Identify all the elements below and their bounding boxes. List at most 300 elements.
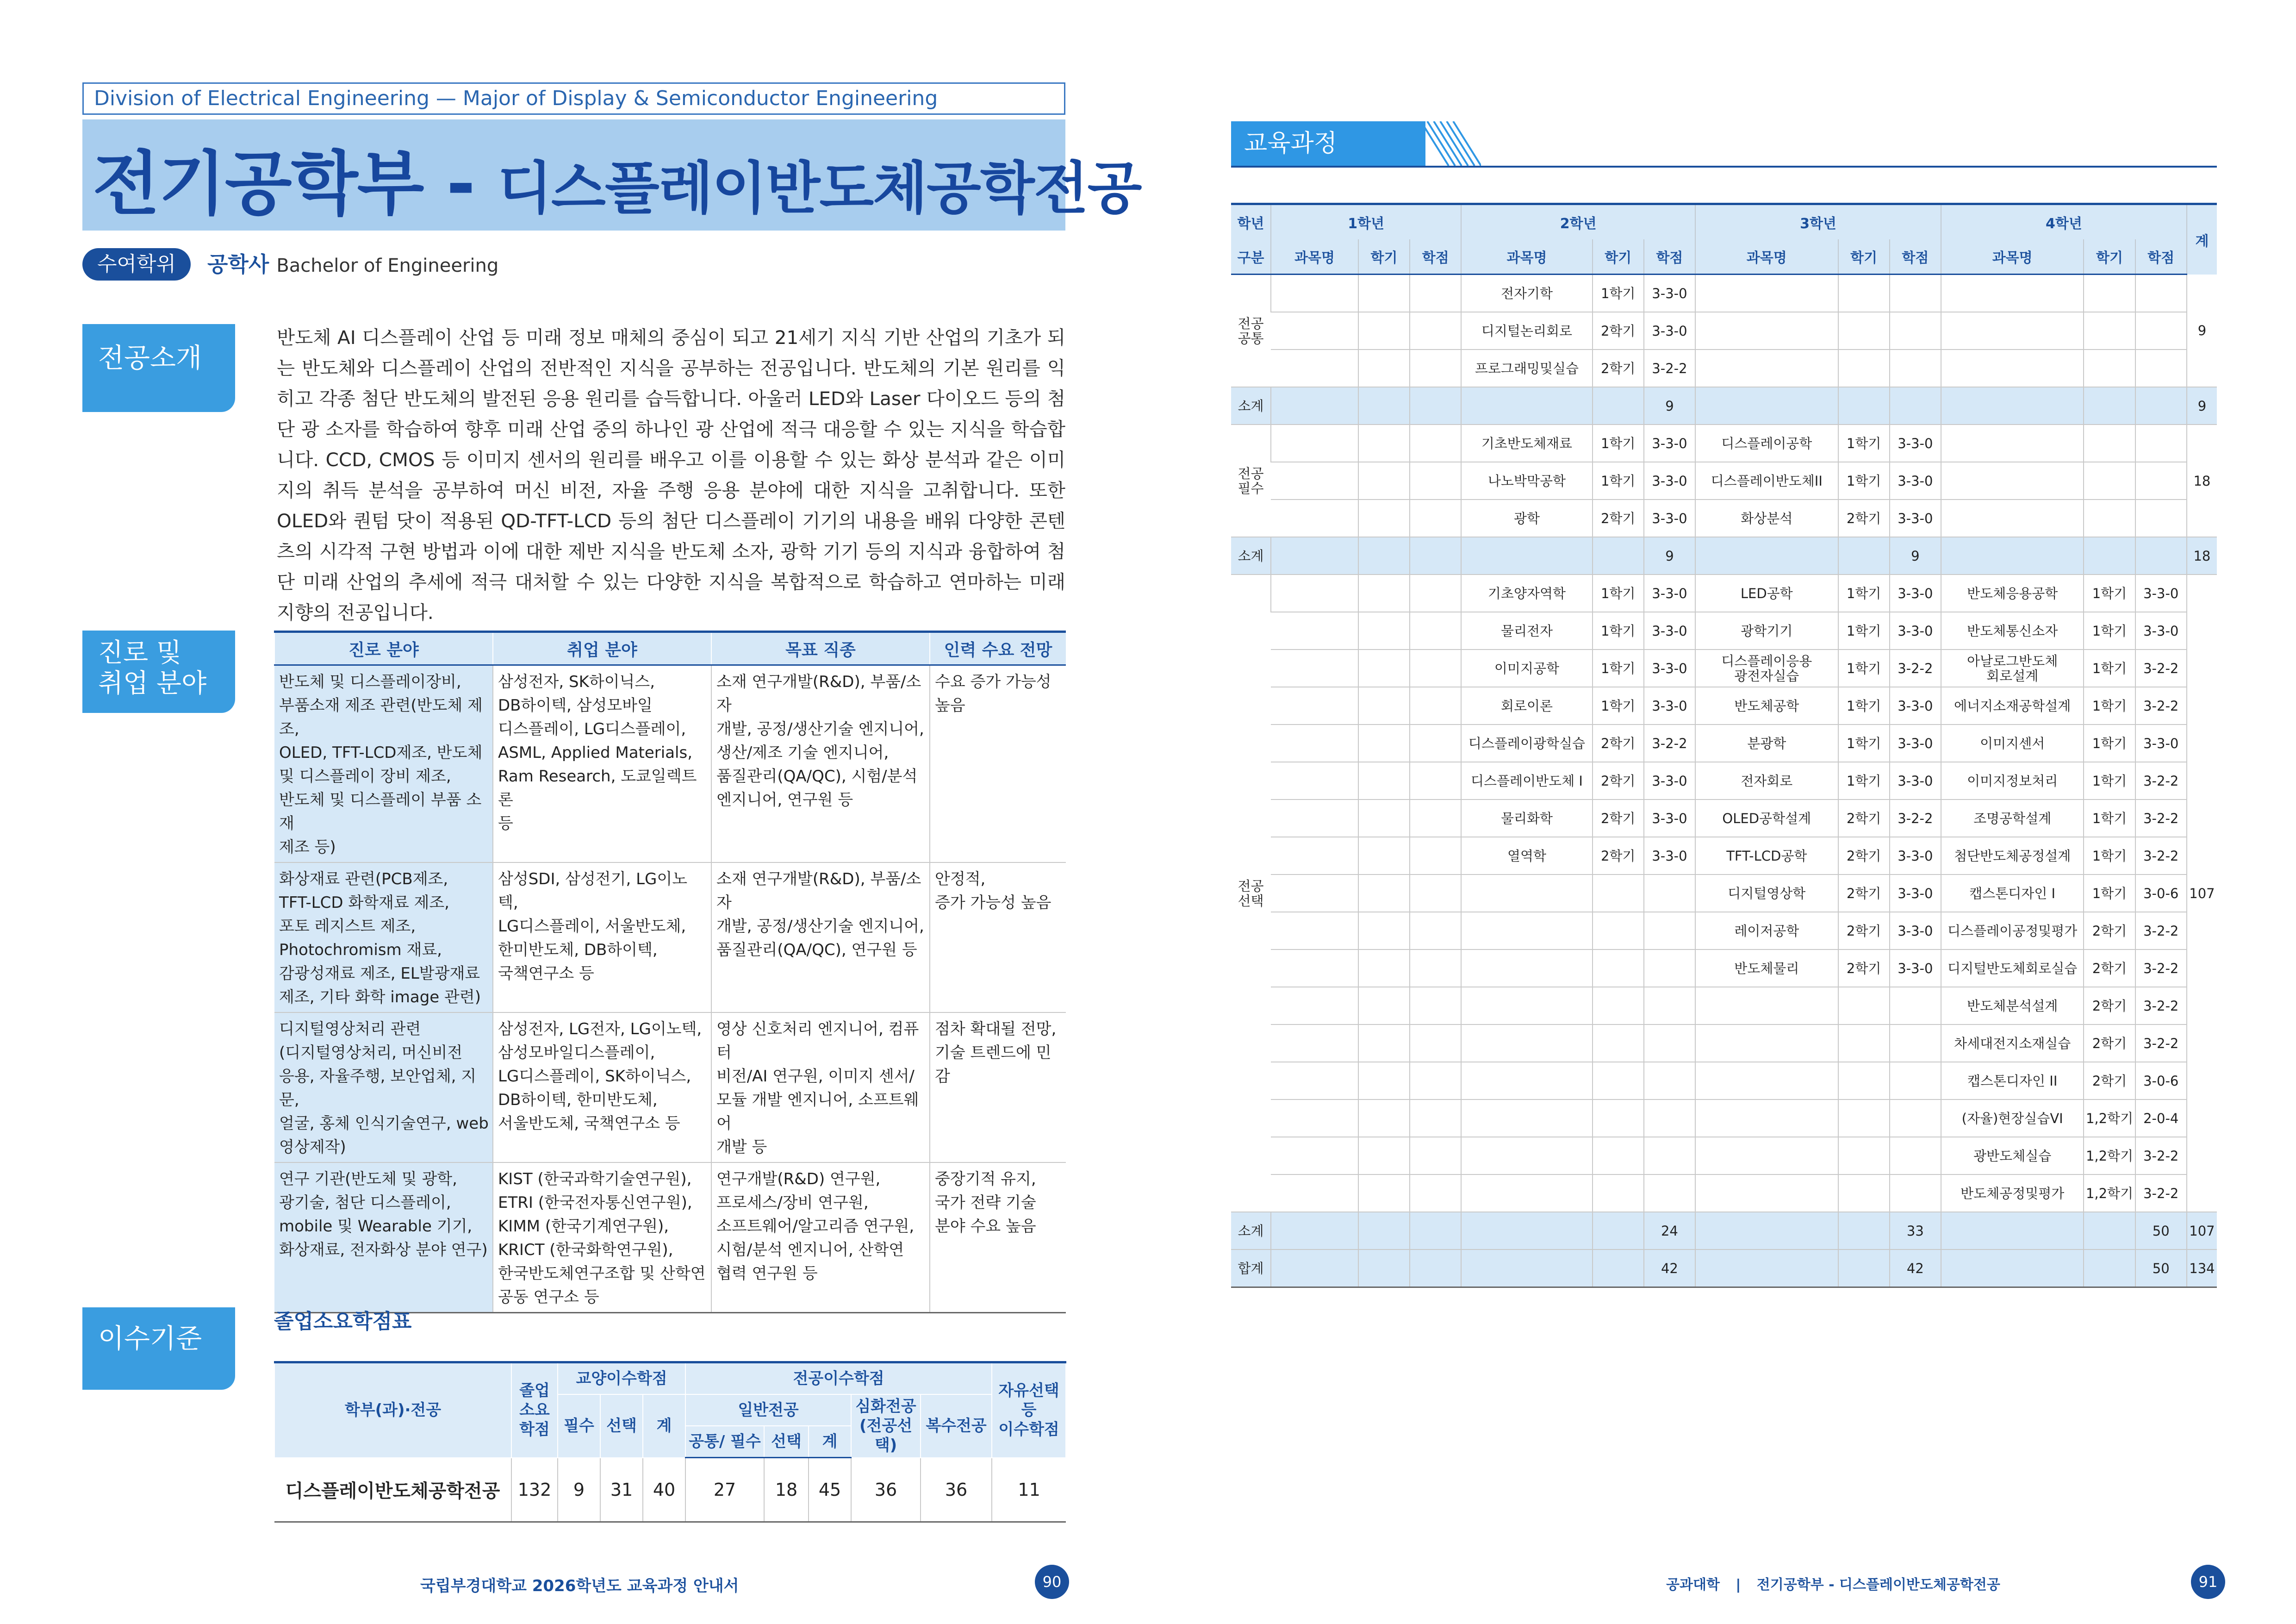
curriculum-cell: [2135, 350, 2187, 387]
curriculum-cell: [1838, 1024, 1890, 1062]
curriculum-cell: [1358, 1137, 1410, 1174]
curriculum-row: [1231, 912, 2217, 949]
curriculum-cell: 1학기: [1838, 687, 1890, 725]
credits-h-gen-sum: 계: [809, 1426, 851, 1458]
curriculum-row: [1231, 500, 2217, 537]
curriculum-cell: [1890, 275, 1941, 312]
curriculum-row: [1231, 949, 2217, 987]
curriculum-cell: 3-3-0: [1644, 425, 1695, 462]
credits-h-major: 전공이수학점: [685, 1362, 992, 1395]
curriculum-cell: 1학기: [1593, 462, 1644, 500]
curriculum-cell: [1271, 912, 1358, 949]
credits-cell: 36: [851, 1458, 921, 1522]
credits-h-common-req: 공통/ 필수: [685, 1426, 764, 1458]
credits-cell: 디스플레이반도체공학전공: [274, 1458, 511, 1522]
curriculum-cell: [1461, 387, 1592, 425]
curriculum-cell: 반도체분석설계: [1941, 987, 2084, 1024]
career-header-cell: 목표 직종: [711, 632, 930, 665]
credits-table-title: 졸업소요학점표: [274, 1310, 412, 1333]
curriculum-cell: 1학기: [1593, 275, 1644, 312]
curriculum-cell: 50: [2135, 1249, 2187, 1287]
curriculum-cell: 캡스톤디자인 II: [1941, 1062, 2084, 1099]
cur-h-credit: 학점: [1410, 239, 1461, 275]
section-label-career: 진로 및 취업 분야: [82, 631, 235, 713]
curriculum-cell: [2135, 425, 2187, 462]
title-band: [82, 119, 1141, 231]
career-row: [274, 1162, 1066, 1313]
curriculum-cell: [2135, 312, 2187, 350]
curriculum-cell: 3-3-0: [1890, 725, 1941, 762]
curriculum-total: 134: [2187, 1249, 2217, 1287]
curriculum-cell: [1644, 1024, 1695, 1062]
curriculum-row: [1231, 575, 2217, 612]
curriculum-cell: 3-2-2: [2135, 912, 2187, 949]
curriculum-cell: [1890, 1062, 1941, 1099]
curriculum-cell: [1461, 987, 1592, 1024]
curriculum-cell: [1838, 1212, 1890, 1249]
credits-h-total: 졸업 소요 학점: [511, 1362, 558, 1458]
curriculum-cell: [1410, 537, 1461, 575]
curriculum-cell: [1644, 1174, 1695, 1212]
curriculum-cell: 3-2-2: [2135, 800, 2187, 837]
curriculum-cell: [1358, 1174, 1410, 1212]
curriculum-cell: [1271, 612, 1358, 650]
footer-separator: |: [1736, 1577, 1741, 1593]
curriculum-cell: [1358, 575, 1410, 612]
curriculum-cell: [1695, 387, 1838, 425]
curriculum-cell: [1410, 987, 1461, 1024]
curriculum-cell: [1593, 874, 1644, 912]
curriculum-cell: [1838, 1099, 1890, 1137]
curriculum-cell: 3-0-6: [2135, 1062, 2187, 1099]
cur-h-year4: 4학년: [1941, 204, 2187, 240]
cur-h-course: 과목명: [1271, 239, 1358, 275]
curriculum-cell: 첨단반도체공정설계: [1941, 837, 2084, 874]
curriculum-cell: [1358, 949, 1410, 987]
curriculum-cell: 캡스톤디자인 I: [1941, 874, 2084, 912]
curriculum-cell: [1410, 1137, 1461, 1174]
curriculum-cell: [1410, 837, 1461, 874]
career-cell: 안정적, 증가 가능성 높음: [930, 862, 1066, 1012]
curriculum-cell: [2135, 500, 2187, 537]
curriculum-cell: [1461, 1249, 1592, 1287]
career-cell: 반도체 및 디스플레이장비, 부품소재 제조 관련(반도체 제조, OLED, TFT-LCD제조, 반도체 및 디스플레이 장비 제조, 반도체 및 디스플레이 부품 소재 제조 등): [274, 665, 493, 863]
curriculum-cell: 레이저공학: [1695, 912, 1838, 949]
curriculum-cell: 반도체물리: [1695, 949, 1838, 987]
cur-h-course: 과목명: [1461, 239, 1592, 275]
curriculum-cell: 3-3-0: [1890, 912, 1941, 949]
curriculum-cell: [1271, 687, 1358, 725]
curriculum-cell: 1학기: [2084, 837, 2135, 874]
career-cell: KIST (한국과학기술연구원), ETRI (한국전자통신연구원), KIMM (한국기계연구원), KRICT (한국화학연구원), 한국반도체연구조합 및 산학연 공동 연구소 등: [493, 1162, 711, 1313]
career-header-cell: 인력 수요 전망: [930, 632, 1066, 665]
credits-cell: 132: [511, 1458, 558, 1522]
curriculum-cell: 아날로그반도체 회로설계: [1941, 650, 2084, 687]
curriculum-cell: [1890, 350, 1941, 387]
curriculum-row: [1231, 425, 2217, 462]
curriculum-cell: 광학기기: [1695, 612, 1838, 650]
title-main: 전기공학부 -: [93, 144, 498, 225]
curriculum-row: [1231, 800, 2217, 837]
curriculum-cell: 3-3-0: [1644, 575, 1695, 612]
degree-value: [207, 249, 498, 281]
curriculum-cell: [2084, 350, 2135, 387]
curriculum-cell: 3-2-2: [2135, 1137, 2187, 1174]
curriculum-cell: 3-0-6: [2135, 874, 2187, 912]
curriculum-row: [1231, 275, 2217, 312]
curriculum-cell: 2학기: [2084, 949, 2135, 987]
curriculum-cell: [2084, 387, 2135, 425]
curriculum-cell: (자율)현장실습VI: [1941, 1099, 2084, 1137]
curriculum-cell: [1941, 537, 2084, 575]
curriculum-cell: 1학기: [2084, 725, 2135, 762]
curriculum-tab: 교육과정: [1231, 121, 1425, 166]
curriculum-category: 전공 공통: [1231, 275, 1271, 387]
curriculum-cell: [1410, 1024, 1461, 1062]
cur-subheader-row: [1231, 239, 2217, 275]
curriculum-cell: [1358, 1249, 1410, 1287]
curriculum-cell: [1271, 312, 1358, 350]
curriculum-cell: 2학기: [1838, 874, 1890, 912]
curriculum-cell: 2-0-4: [2135, 1099, 2187, 1137]
curriculum-cell: 1학기: [1838, 612, 1890, 650]
curriculum-cell: 디스플레이공학: [1695, 425, 1838, 462]
cur-h-year1: 1학년: [1271, 204, 1461, 240]
curriculum-cell: 1학기: [2084, 650, 2135, 687]
curriculum-row: [1231, 1062, 2217, 1099]
curriculum-cell: 33: [1890, 1212, 1941, 1249]
curriculum-cell: 3-3-0: [1890, 949, 1941, 987]
career-row: [274, 862, 1066, 1012]
curriculum-cell: [1461, 1174, 1592, 1212]
division-english-title: Division of Electrical Engineering — Major of Display & Semiconductor Engineering: [82, 82, 1065, 115]
curriculum-category: 소계: [1231, 537, 1271, 575]
curriculum-row: [1231, 462, 2217, 500]
curriculum-cell: 3-3-0: [1890, 575, 1941, 612]
curriculum-row: [1231, 762, 2217, 800]
curriculum-cell: [1410, 425, 1461, 462]
curriculum-cell: [1838, 537, 1890, 575]
curriculum-cell: 2학기: [1838, 837, 1890, 874]
curriculum-cell: [1593, 1249, 1644, 1287]
curriculum-cell: [1838, 987, 1890, 1024]
curriculum-row: [1231, 1099, 2217, 1137]
curriculum-cell: [1358, 537, 1410, 575]
curriculum-cell: [1593, 949, 1644, 987]
cur-h-credit: 학점: [1644, 239, 1695, 275]
curriculum-cell: 2학기: [1838, 500, 1890, 537]
footer-left-text: 국립부경대학교 2026학년도 교육과정 안내서: [420, 1577, 739, 1595]
curriculum-cell: [1461, 1062, 1592, 1099]
cur-h-semester: 학기: [2084, 239, 2135, 275]
curriculum-cell: 물리화학: [1461, 800, 1592, 837]
curriculum-cell: 3-3-0: [1890, 612, 1941, 650]
credits-cell: 11: [992, 1458, 1066, 1522]
curriculum-cell: [2084, 425, 2135, 462]
curriculum-cell: [1410, 575, 1461, 612]
curriculum-cell: 1학기: [1593, 650, 1644, 687]
curriculum-cell: 1학기: [1838, 425, 1890, 462]
curriculum-cell: [1358, 1212, 1410, 1249]
section-label-intro: 전공소개: [82, 324, 235, 412]
curriculum-cell: [1410, 949, 1461, 987]
curriculum-cell: [1271, 874, 1358, 912]
credits-cell: 36: [921, 1458, 992, 1522]
curriculum-cell: [1358, 275, 1410, 312]
curriculum-cell: [1358, 1062, 1410, 1099]
curriculum-cell: 디스플레이반도체II: [1695, 462, 1838, 500]
curriculum-cell: 디지털영상학: [1695, 874, 1838, 912]
curriculum-cell: [1941, 425, 2084, 462]
curriculum-cell: [2135, 275, 2187, 312]
credits-h-gen-sel: 선택: [764, 1426, 809, 1458]
career-cell: 점차 확대될 전망, 기술 트렌드에 민감: [930, 1012, 1066, 1162]
curriculum-cell: [1271, 1249, 1358, 1287]
career-cell: 연구개발(R&D) 연구원, 프로세스/장비 연구원, 소프트웨어/알고리즘 연구원, 시험/분석 엔지니어, 산학연 협력 연구원 등: [711, 1162, 930, 1313]
curriculum-cell: 3-3-0: [1644, 462, 1695, 500]
curriculum-cell: 3-3-0: [1644, 800, 1695, 837]
curriculum-cell: 3-3-0: [1644, 612, 1695, 650]
cur-h-year: 학년: [1231, 204, 1271, 240]
curriculum-row: [1231, 987, 2217, 1024]
curriculum-cell: [1838, 312, 1890, 350]
curriculum-cell: [1271, 1099, 1358, 1137]
curriculum-cell: 3-3-0: [1890, 762, 1941, 800]
curriculum-cell: [1410, 350, 1461, 387]
curriculum-cell: [1941, 462, 2084, 500]
curriculum-cell: 1학기: [1593, 575, 1644, 612]
curriculum-cell: [1890, 1137, 1941, 1174]
curriculum-cell: [1358, 350, 1410, 387]
curriculum-cell: [1410, 912, 1461, 949]
curriculum-cell: 3-2-2: [2135, 837, 2187, 874]
curriculum-cell: [1890, 1099, 1941, 1137]
curriculum-category: 합계: [1231, 1249, 1271, 1287]
curriculum-cell: 3-3-0: [1644, 500, 1695, 537]
curriculum-cell: 1,2학기: [2084, 1137, 2135, 1174]
curriculum-cell: [1838, 387, 1890, 425]
curriculum-cell: [1838, 275, 1890, 312]
credits-data-row: [274, 1458, 1066, 1522]
curriculum-cell: [1941, 350, 2084, 387]
curriculum-cell: [2084, 500, 2135, 537]
curriculum-cell: [1271, 1212, 1358, 1249]
curriculum-row: [1231, 612, 2217, 650]
curriculum-cell: 3-3-0: [1644, 837, 1695, 874]
curriculum-cell: [1271, 725, 1358, 762]
curriculum-cell: [1271, 650, 1358, 687]
credits-cell: 9: [558, 1458, 600, 1522]
curriculum-cell: [1941, 275, 2084, 312]
career-cell: 삼성전자, SK하이닉스, DB하이텍, 삼성모바일 디스플레이, LG디스플레이, ASML, Applied Materials, Ram Research, 도쿄일렉트론 등: [493, 665, 711, 863]
curriculum-cell: [1941, 312, 2084, 350]
curriculum-cell: 3-3-0: [1644, 687, 1695, 725]
curriculum-cell: LED공학: [1695, 575, 1838, 612]
curriculum-cell: [1410, 1062, 1461, 1099]
curriculum-cell: 1학기: [1593, 687, 1644, 725]
curriculum-cell: [1890, 1174, 1941, 1212]
career-cell: 수요 증가 가능성 높음: [930, 665, 1066, 863]
curriculum-cell: [1695, 1024, 1838, 1062]
curriculum-category: 소계: [1231, 387, 1271, 425]
curriculum-cell: 3-3-0: [2135, 725, 2187, 762]
curriculum-cell: [1695, 275, 1838, 312]
curriculum-cell: [1461, 1099, 1592, 1137]
curriculum-cell: 42: [1644, 1249, 1695, 1287]
career-body: [274, 665, 1066, 1313]
curriculum-cell: [1358, 462, 1410, 500]
curriculum-cell: [2084, 275, 2135, 312]
curriculum-cell: 차세대전지소재실습: [1941, 1024, 2084, 1062]
curriculum-cell: [1644, 1099, 1695, 1137]
curriculum-cell: [1410, 1099, 1461, 1137]
curriculum-cell: 3-3-0: [1644, 275, 1695, 312]
curriculum-cell: [1358, 425, 1410, 462]
curriculum-cell: [1410, 762, 1461, 800]
curriculum-cell: [1271, 537, 1358, 575]
curriculum-cell: 2학기: [1838, 912, 1890, 949]
career-cell: 삼성전자, LG전자, LG이노텍, 삼성모바일디스플레이, LG디스플레이, SK하이닉스, DB하이텍, 한미반도체, 서울반도체, 국책연구소 등: [493, 1012, 711, 1162]
curriculum-cell: 50: [2135, 1212, 2187, 1249]
curriculum-cell: 3-2-2: [2135, 987, 2187, 1024]
curriculum-category: 전공 필수: [1231, 425, 1271, 537]
cur-h-category: 구분: [1231, 239, 1271, 275]
curriculum-cell: [1410, 650, 1461, 687]
intro-text: 반도체 AI 디스플레이 산업 등 미래 정보 매체의 중심이 되고 21세기 지식 기반 산업의 기초가 되는 반도체와 디스플레이 산업의 전반적인 지식을 공부하는 전공입니다. 반도체의 기본 원리를 익히고 각종 첨단 반도체의 발전된 응용 원리를 습득합니다. 아울러 LED와 Laser 다이오드 등의 첨단 광 소자를 학습하여 향후 미래 산업 중의 하나인 광 산업에 적극 대응할 수 있는 지식을 학습합니다. CCD, CMOS 등 이미지 센서의 원리를 배우고 이를 이용할 수 있는 화상 분석과 같은 이미지의 취득 분석을 공부하여 머신 비전, 자율 주행 응용 분야에 대한 지식을 고취합니다. 또한 OLED와 퀀텀 닷이 적용된 QD-TFT-LCD 등의 첨단 디스플레이 기기의 내용을 배워 다양한 콘텐츠의 시각적 구현 방법과 이에 대한 제반 지식을 반도체 소자, 광학 기기 등의 지식과 융합하여 첨단 미래 산업의 추세에 적극 대처할 수 있는 다양한 지식을 복합적으로 학습하고 연마하는 미래 지향의 전공입니다.: [277, 326, 1065, 624]
curriculum-cell: [2135, 537, 2187, 575]
career-header-cell: 취업 분야: [493, 632, 711, 665]
degree-ko: 공학사: [207, 252, 269, 277]
curriculum-row: [1231, 1137, 2217, 1174]
curriculum-cell: 9: [1644, 387, 1695, 425]
curriculum-cell: 반도체통신소자: [1941, 612, 2084, 650]
career-header-cell: 진로 분야: [274, 632, 493, 665]
curriculum-category: 전공 선택: [1231, 575, 1271, 1212]
credits-h-dept: 학부(과)·전공: [274, 1362, 511, 1458]
footer-right: [1666, 1573, 2000, 1593]
curriculum-cell: [1890, 1024, 1941, 1062]
curriculum-total: 18: [2187, 425, 2217, 537]
curriculum-cell: [1644, 949, 1695, 987]
curriculum-cell: [1593, 387, 1644, 425]
curriculum-total: 107: [2187, 1212, 2217, 1249]
cur-h-year3: 3학년: [1695, 204, 1941, 240]
curriculum-total: 9: [2187, 275, 2217, 387]
curriculum-row: [1231, 725, 2217, 762]
curriculum-cell: [1358, 837, 1410, 874]
curriculum-cell: [1890, 312, 1941, 350]
curriculum-cell: [2084, 1212, 2135, 1249]
degree-label: 수여학위: [82, 248, 191, 281]
credits-h-general: 일반전공: [685, 1394, 851, 1426]
curriculum-cell: 3-2-2: [2135, 949, 2187, 987]
curriculum-cell: [1410, 462, 1461, 500]
curriculum-cell: [1271, 387, 1358, 425]
curriculum-cell: [1593, 1174, 1644, 1212]
curriculum-cell: [1410, 312, 1461, 350]
curriculum-cell: 조명공학설계: [1941, 800, 2084, 837]
curriculum-cell: [1695, 350, 1838, 387]
curriculum-cell: [1838, 1249, 1890, 1287]
curriculum-cell: [1838, 1174, 1890, 1212]
curriculum-cell: [1358, 762, 1410, 800]
curriculum-cell: [1358, 725, 1410, 762]
cur-h-course: 과목명: [1941, 239, 2084, 275]
curriculum-cell: 분광학: [1695, 725, 1838, 762]
curriculum-cell: [1410, 1174, 1461, 1212]
curriculum-cell: [1271, 1137, 1358, 1174]
curriculum-cell: 이미지정보처리: [1941, 762, 2084, 800]
credits-h-req: 필수: [558, 1394, 600, 1458]
curriculum-cell: [1461, 949, 1592, 987]
curriculum-cell: [1593, 987, 1644, 1024]
career-cell: 삼성SDI, 삼성전기, LG이노텍, LG디스플레이, 서울반도체, 한미반도체, DB하이텍, 국책연구소 등: [493, 862, 711, 1012]
curriculum-cell: 1학기: [1593, 612, 1644, 650]
cur-h-credit: 학점: [1890, 239, 1941, 275]
curriculum-total: 18: [2187, 537, 2217, 575]
curriculum-body: [1231, 275, 2217, 1287]
curriculum-cell: [1358, 312, 1410, 350]
curriculum-cell: [1271, 350, 1358, 387]
curriculum-cell: 2학기: [1593, 350, 1644, 387]
curriculum-cell: 3-3-0: [2135, 575, 2187, 612]
curriculum-cell: [1838, 1137, 1890, 1174]
curriculum-cell: [1695, 987, 1838, 1024]
curriculum-cell: 나노박막공학: [1461, 462, 1592, 500]
curriculum-cell: 3-3-0: [1890, 500, 1941, 537]
curriculum-row: [1231, 837, 2217, 874]
curriculum-cell: [1358, 987, 1410, 1024]
curriculum-cell: 1학기: [2084, 687, 2135, 725]
degree-en: Bachelor of Engineering: [276, 255, 499, 276]
curriculum-cell: [1358, 1024, 1410, 1062]
curriculum-cell: [1271, 425, 1358, 462]
curriculum-cell: [1644, 987, 1695, 1024]
curriculum-cell: [1271, 987, 1358, 1024]
curriculum-cell: [1410, 275, 1461, 312]
curriculum-cell: 전자회로: [1695, 762, 1838, 800]
curriculum-cell: 3-3-0: [1644, 312, 1695, 350]
curriculum-cell: 2학기: [2084, 1024, 2135, 1062]
curriculum-cell: 9: [1644, 537, 1695, 575]
curriculum-cell: 디스플레이응용 광전자실습: [1695, 650, 1838, 687]
curriculum-cell: 2학기: [1838, 800, 1890, 837]
curriculum-cell: 3-2-2: [2135, 762, 2187, 800]
curriculum-cell: 회로이론: [1461, 687, 1592, 725]
credits-cell: 31: [600, 1458, 643, 1522]
curriculum-cell: 1학기: [1838, 725, 1890, 762]
credits-h-free: 자유선택 등 이수학점: [992, 1362, 1066, 1458]
curriculum-cell: [1593, 1137, 1644, 1174]
curriculum-cell: [2084, 537, 2135, 575]
curriculum-cell: 2학기: [1593, 800, 1644, 837]
credits-cell: 40: [643, 1458, 685, 1522]
curriculum-cell: 24: [1644, 1212, 1695, 1249]
curriculum-cell: 1,2학기: [2084, 1099, 2135, 1137]
career-cell: 소재 연구개발(R&D), 부품/소자 개발, 공정/생산기술 엔지니어, 품질관리(QA/QC), 연구원 등: [711, 862, 930, 1012]
credits-h-sel: 선택: [600, 1394, 643, 1458]
curriculum-cell: 디스플레이공정및평가: [1941, 912, 2084, 949]
curriculum-cell: [1461, 1212, 1592, 1249]
curriculum-cell: 3-3-0: [1890, 837, 1941, 874]
curriculum-cell: 3-2-2: [1644, 725, 1695, 762]
cur-h-semester: 학기: [1593, 239, 1644, 275]
curriculum-cell: 3-3-0: [1644, 650, 1695, 687]
curriculum-cell: 화상분석: [1695, 500, 1838, 537]
curriculum-cell: 반도체공정및평가: [1941, 1174, 2084, 1212]
curriculum-cell: [1695, 1212, 1838, 1249]
cur-h-total: 계: [2187, 204, 2217, 275]
